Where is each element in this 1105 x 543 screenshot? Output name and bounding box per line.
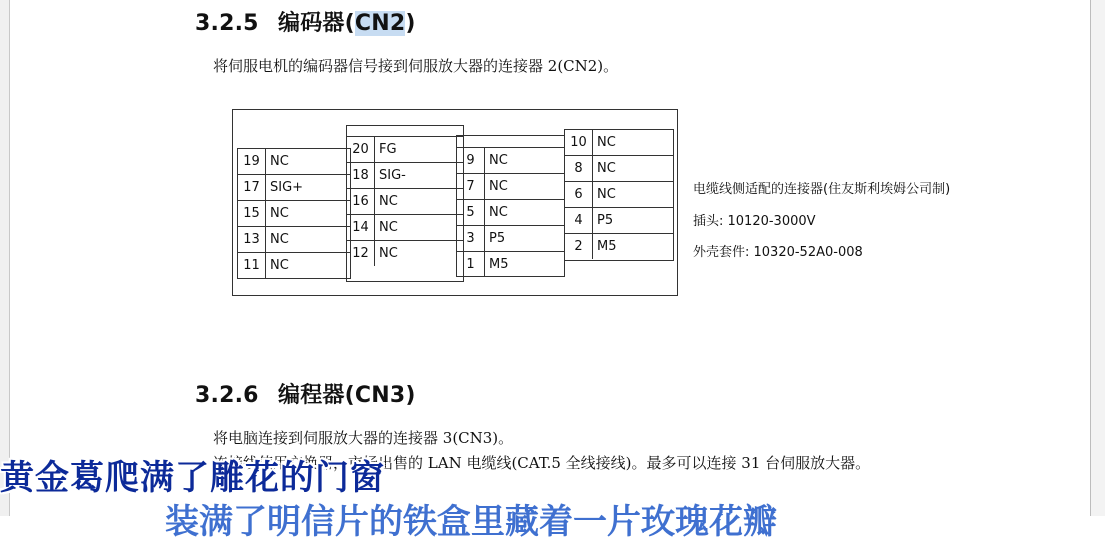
pin-block-a	[237, 148, 351, 279]
cn2-paragraph: 将伺服电机的编码器信号接到伺服放大器的连接器 2(CN2)。	[213, 57, 619, 75]
pin-cell: 9 NC	[457, 147, 564, 173]
subtitle-line-2: 装满了明信片的铁盒里藏着一片玫瑰花瓣	[165, 502, 777, 542]
section-title-suffix: )	[405, 11, 416, 36]
vertical-scrollbar[interactable]	[1090, 0, 1105, 516]
pin-cell: 15 NC	[238, 200, 350, 226]
pin-cell: 1 M5	[457, 251, 564, 277]
pin-block-c	[456, 135, 565, 277]
connector-note-plug: 插头: 10120-3000V	[693, 214, 816, 229]
pin-cell: 11 NC	[238, 252, 350, 278]
cn3-paragraph-1: 将电脑连接到伺服放大器的连接器 3(CN3)。	[213, 429, 514, 447]
connector-note-shell: 外壳套件: 10320-52A0-008	[693, 245, 863, 260]
section-number: 3.2.6	[195, 383, 259, 408]
pin-cell: 19 NC	[238, 148, 350, 174]
pin-cell: 8 NC	[565, 155, 673, 181]
pin-block-d	[564, 129, 674, 261]
subtitle-line-1: 黄金葛爬满了雕花的门窗	[0, 458, 385, 498]
pin-cell: 17 SIG+	[238, 174, 350, 200]
pin-cell: 2 M5	[565, 233, 673, 259]
pin-cell: 6 NC	[565, 181, 673, 207]
pin-cell: 3 P5	[457, 225, 564, 251]
section-number: 3.2.5	[195, 11, 259, 36]
pin-cell: 7 NC	[457, 173, 564, 199]
section-heading-cn2	[195, 6, 416, 37]
pin-cell: 18 SIG-	[347, 162, 463, 188]
pin-cell: 4 P5	[565, 207, 673, 233]
cn2-connector-diagram	[232, 109, 678, 296]
pin-cell: 12 NC	[347, 240, 463, 266]
section-title: 编程器(CN3)	[278, 383, 416, 408]
pin-cell: 20 FG	[347, 136, 463, 162]
connector-note-title: 电缆线侧适配的连接器(住友斯利埃姆公司制)	[693, 182, 951, 197]
pin-cell: 10 NC	[565, 129, 673, 155]
selected-text-highlight[interactable]: CN2	[354, 11, 406, 36]
pin-cell: 14 NC	[347, 214, 463, 240]
section-title-prefix: 编码器(	[278, 11, 355, 36]
pin-cell: 13 NC	[238, 226, 350, 252]
cn3-paragraph-2: 连接线使用交换器，市场出售的 LAN 电缆线(CAT.5 全线接线)。最多可以连接 31 台伺服放大器。	[213, 454, 871, 472]
pin-block-b	[346, 125, 464, 282]
pin-cell: 16 NC	[347, 188, 463, 214]
page-left-margin	[0, 0, 10, 516]
section-heading-cn3	[195, 378, 416, 409]
pin-cell: 5 NC	[457, 199, 564, 225]
